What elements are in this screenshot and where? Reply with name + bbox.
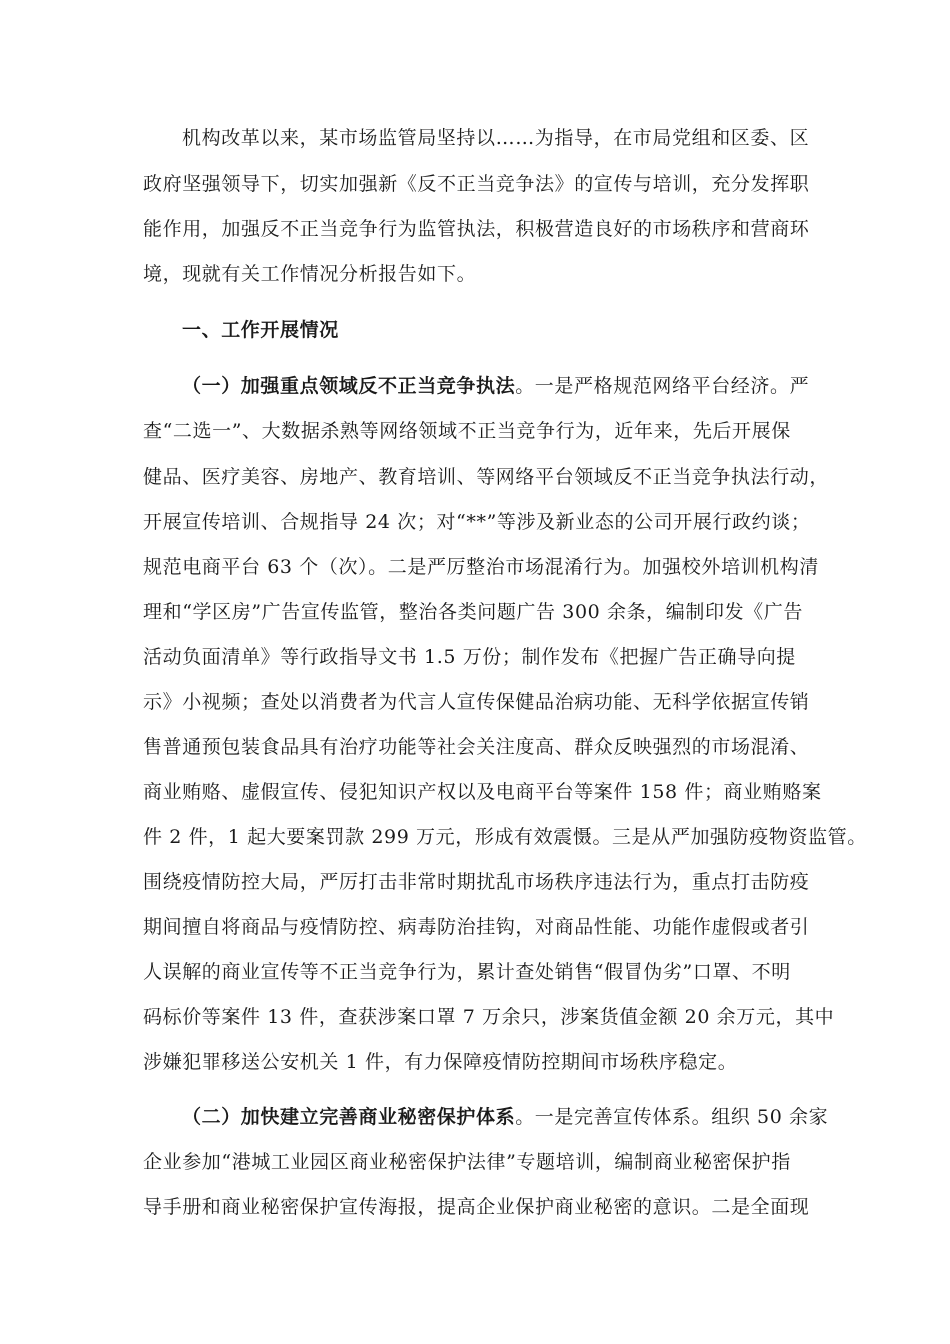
subsection-1-line: 查“二选一”、大数据杀熟等网络领域不正当竞争行为，近年来，先后开展保 [143,420,791,442]
subsection-1-line: 售普通预包装食品具有治疗功能等社会关注度高、群众反映强烈的市场混淆、 [143,736,810,758]
subsection-1-heading: （一）加强重点领域反不正当竞争执法 [182,375,516,397]
subsection-1-line: 围绕疫情防控大局，严厉打击非常时期扰乱市场秩序违法行为，重点打击防疫 [143,871,810,893]
subsection-2-line: 导手册和商业秘密保护宣传海报，提高企业保护商业秘密的意识。二是全面现 [143,1196,810,1218]
subsection-1-line: 商业贿赂、虚假宣传、侵犯知识产权以及电商平台等案件 158 件；商业贿赂案 [143,781,822,803]
subsection-1-line: 活动负面清单》等行政指导文书 1.5 万份；制作发布《把握广告正确导向提 [143,646,796,668]
subsection-1-line: 开展宣传培训、合规指导 24 次；对“**”等涉及新业态的公司开展行政约谈； [143,511,811,533]
subsection-1-line: 健品、医疗美容、房地产、教育培训、等网络平台领域反不正当竞争执法行动， [143,466,830,488]
subsection-1-line: 示》小视频；查处以消费者为代言人宣传保健品治病功能、无科学依据宣传销 [143,691,810,713]
subsection-1-lead: 。一是严格规范网络平台经济。严 [515,375,810,397]
subsection-1-line: 涉嫌犯罪移送公安机关 1 件，有力保障疫情防控期间市场秩序稳定。 [143,1051,738,1073]
subsection-2-line: 企业参加“港城工业园区商业秘密保护法律”专题培训，编制商业秘密保护指 [143,1151,791,1173]
subsection-1-line: 码标价等案件 13 件，查获涉案口罩 7 万余只，涉案货值金额 20 余万元，其中 [143,1006,835,1028]
subsection-2-lead: 。一是完善宣传体系。组织 50 余家 [515,1106,829,1128]
subsection-1-line: 规范电商平台 63 个（次）。二是严厉整治市场混淆行为。加强校外培训机构清 [143,556,819,578]
subsection-1-line: 件 2 件，1 起大要案罚款 299 万元，形成有效震慑。三是从严加强防疫物资监管。 [143,826,867,848]
subsection-1-first-line [182,374,809,398]
subsection-1-line: 人误解的商业宣传等不正当竞争行为，累计查处销售“假冒伪劣”口罩、不明 [143,961,791,983]
subsection-1-line: 期间擅自将商品与疫情防控、病毒防治挂钩，对商品性能、功能作虚假或者引 [143,916,810,938]
intro-line-3: 能作用，加强反不正当竞争行为监管执法，积极营造良好的市场秩序和营商环 [143,218,810,240]
subsection-2-first-line [182,1105,828,1129]
subsection-1-line: 理和“学区房”广告宣传监管，整治各类问题广告 300 余条，编制印发《广告 [143,601,803,623]
intro-line-2: 政府坚强领导下，切实加强新《反不正当竞争法》的宣传与培训，充分发挥职 [143,173,810,195]
intro-line-4: 境，现就有关工作情况分析报告如下。 [143,263,477,285]
intro-line-1: 机构改革以来，某市场监管局坚持以……为指导，在市局党组和区委、区 [182,127,810,149]
section-heading: 一、工作开展情况 [182,319,339,341]
subsection-2-heading: （二）加快建立完善商业秘密保护体系 [182,1106,516,1128]
